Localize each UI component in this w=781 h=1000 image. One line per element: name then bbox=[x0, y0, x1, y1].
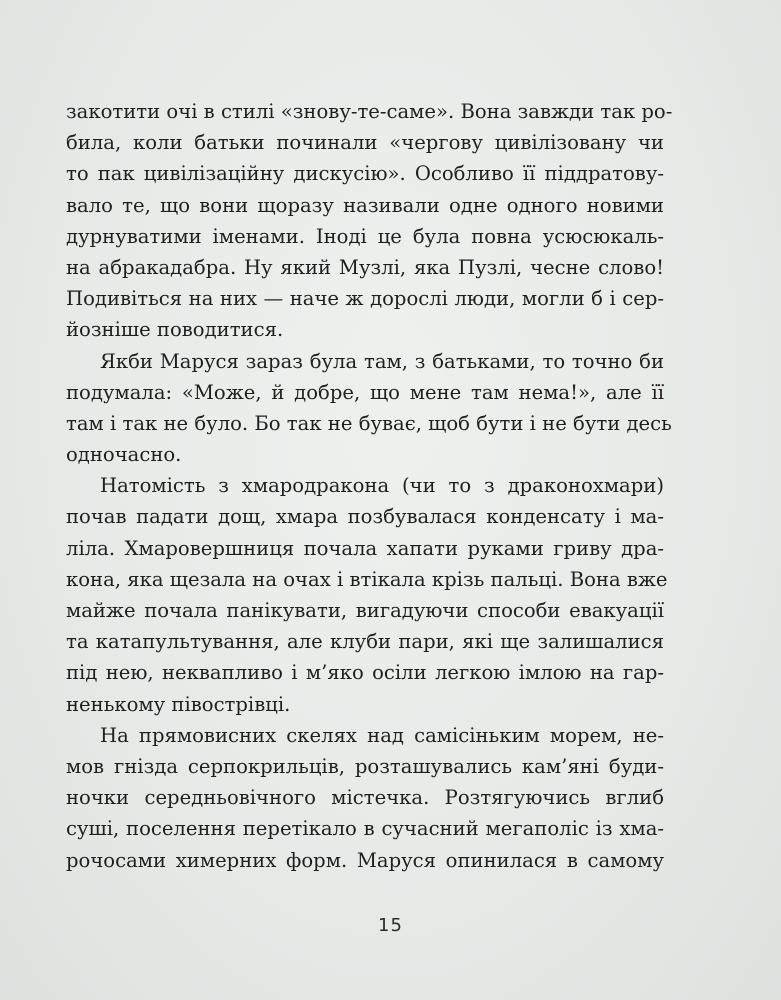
text-line: йозніше поводитися. bbox=[66, 318, 284, 342]
page-number: 15 bbox=[378, 915, 403, 936]
text-line: ненькому півострівці. bbox=[66, 692, 291, 716]
paragraph bbox=[66, 470, 668, 720]
text-line: ночки середньовічного містечка. Розтягуючись вглиб bbox=[66, 786, 664, 810]
text-line: Подивіться на них — наче ж дорослі люди, могли б і сер- bbox=[66, 287, 664, 311]
text-line: одночасно. bbox=[66, 443, 182, 467]
text-line: кона, яка щезала на очах і втікала крізь пальці. Вона вже bbox=[66, 567, 668, 591]
text-line: то пак цивілізаційну дискусію». Особливо її піддратову- bbox=[66, 162, 664, 186]
paragraph bbox=[66, 346, 672, 471]
text-line: вало те, що вони щоразу називали одне одного новими bbox=[66, 193, 664, 217]
text-line: Якби Маруся зараз була там, з батьками, то точно би bbox=[100, 349, 664, 373]
body-text bbox=[66, 96, 673, 876]
text-line: Натомість з хмародракона (чи то з драконохмари) bbox=[100, 474, 664, 498]
text-line: суші, поселення перетікало в сучасний мегаполіс із хма- bbox=[66, 817, 664, 841]
text-line: била, коли батьки починали «чергову цивілізовану чи bbox=[66, 131, 664, 155]
text-line: На прямовисних скелях над самісіньким морем, не- bbox=[100, 723, 664, 747]
text-line: рочосами химерних форм. Маруся опинилася в самому bbox=[66, 848, 664, 872]
text-line: та катапультування, але клуби пари, які ще залишалися bbox=[66, 630, 664, 654]
paragraph bbox=[66, 96, 673, 346]
text-line: почав падати дощ, хмара позбувалася конденсату і ма- bbox=[66, 505, 664, 529]
paragraph bbox=[66, 720, 664, 876]
text-line: під нею, неквапливо і м’яко осіли легкою імлою на гар- bbox=[66, 661, 664, 685]
text-line: там і так не було. Бо так не буває, щоб бути і не бути десь bbox=[66, 411, 672, 435]
text-line: майже почала панікувати, вигадуючи способи евакуації bbox=[66, 599, 664, 622]
text-line: мов гнізда серпокрильців, розташувались кам’яні буди- bbox=[66, 754, 664, 778]
text-line: подумала: «Може, й добре, що мене там нема!», але її bbox=[66, 380, 664, 404]
text-line: на абракадабра. Ну який Музлі, яка Пузлі, чесне слово! bbox=[66, 255, 664, 279]
text-line: закотити очі в стилі «знову-те-саме». Вона завжди так ро- bbox=[66, 100, 673, 123]
text-line: дурнуватими іменами. Іноді це була повна усюсюкаль- bbox=[66, 224, 664, 248]
text-line: ліла. Хмаровершниця почала хапати руками гриву дра- bbox=[66, 536, 664, 560]
